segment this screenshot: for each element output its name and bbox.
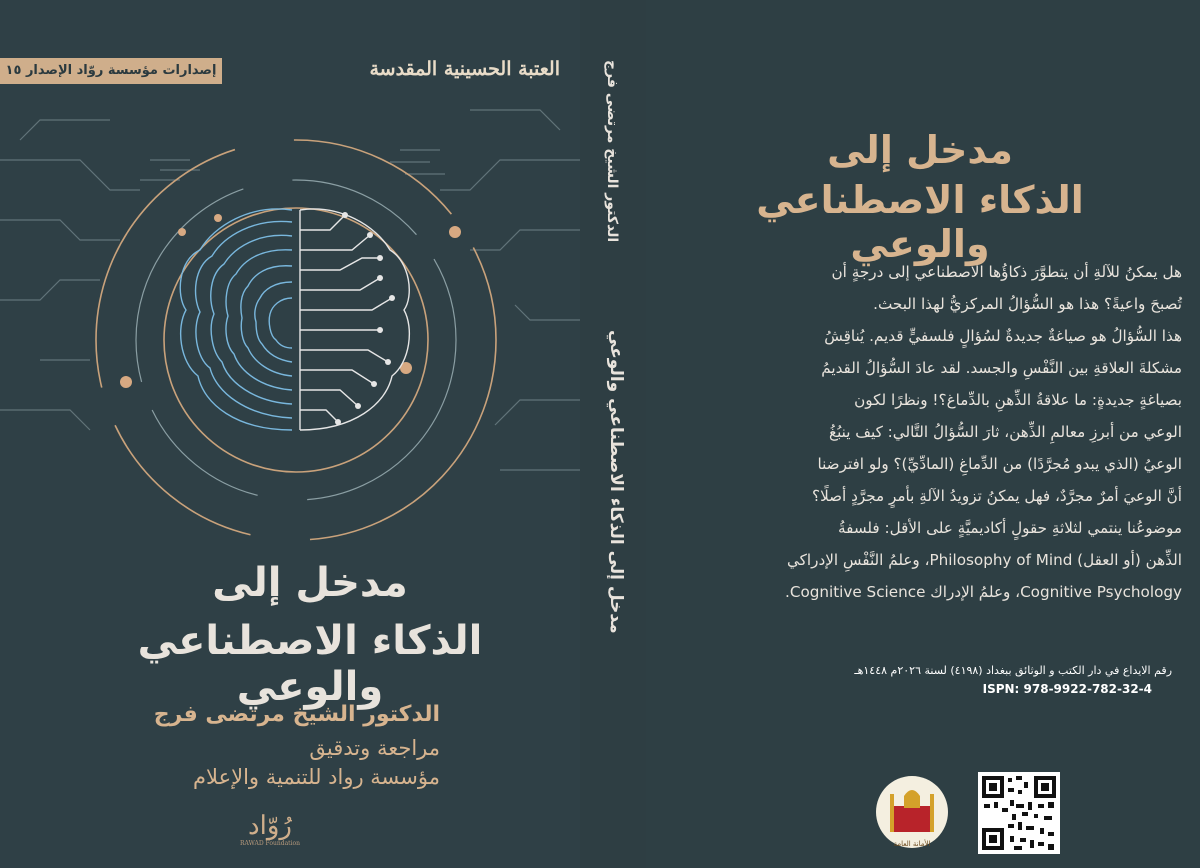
- blurb-line: بصياغةٍ جديدةٍ: ما علاقةُ الذِّهنِ بالدِّماغ؟! ونظرًا لكون: [854, 391, 1182, 409]
- front-title-line1: مدخل إلى: [212, 560, 408, 606]
- brain-right-circuits: [300, 209, 409, 430]
- blurb-line: الذِّهن (أو العقل) Philosophy of Mind، وعلمُ النَّفْسِ الإدراكي: [787, 551, 1182, 569]
- blurb-line: هل يمكنُ للآلةِ أن يتطوَّرَ ذكاؤُها الاصطناعي إلى درجةٍ أن: [831, 263, 1182, 281]
- series-label: إصدارات مؤسسة روّاد الإصدار ١٥: [0, 58, 222, 84]
- blurb-line: هذا السُّؤالُ هو صياغةٌ جديدةٌ لسُؤالٍ فلسفيٍّ قديم. يُناقِشُ: [824, 327, 1182, 345]
- shrine-emblem: [874, 766, 950, 858]
- book-spine: [580, 0, 646, 868]
- front-title-line2: الذكاء الاصطناعي والوعي: [137, 618, 483, 710]
- front-author: الدكتور الشيخ مرتضى فرج: [153, 702, 440, 727]
- isbn: ISPN: 978-9922-782-32-4: [982, 682, 1152, 696]
- front-publisher: مؤسسة رواد للتنمية والإعلام: [193, 765, 440, 789]
- gold-rings: [96, 140, 496, 540]
- blurb-line: الوعيُ (الذي يبدو مُجرَّدًا) من الدِّماغِ (المادِّيِّ)؟ ولو افترضنا: [817, 455, 1182, 473]
- front-cover: [0, 0, 580, 868]
- blurb-line: الوعي من أبرزِ معالمِ الذِّهن، ثارَ السُّؤالُ التَّالي: كيف ينبُغُ: [829, 423, 1182, 441]
- back-title-line2: الذكاء الاصطناعي والوعي: [756, 178, 1084, 266]
- legal-deposit: رقم الايداع في دار الكتب و الوثائق ببغداد (٤١٩٨) لسنة ٢٠٢٦م ١٤٤٨هـ: [854, 664, 1172, 677]
- publisher-logo-sub: RAWAD Foundation: [240, 840, 300, 847]
- blurb-line: تُصبحَ واعيةً؟ هذا هو السُّؤالُ المركزيُّ لهذا البحث.: [873, 295, 1182, 313]
- blurb-line: أنَّ الوعيَ أمرٌ مجرَّدٌ، فهل يمكنُ تزويدُ الآلةِ بأمرٍ مجرَّدٍ أصلًا؟: [812, 487, 1182, 505]
- back-title-line1: مدخل إلى: [827, 128, 1013, 172]
- publisher-logo-mark: رُوّاد: [248, 811, 292, 841]
- spine-title: مدخل إلى الذكاء الاصطناعي والوعي: [606, 330, 626, 634]
- blurb-line: مشكلةَ العلاقةِ بين النَّفْسِ والجسد. لقد عادَ السُّؤالُ القديمُ: [821, 359, 1182, 377]
- publisher-logo: [240, 812, 300, 858]
- emblem-label: الأمانة العامة: [893, 840, 931, 848]
- back-blurb: [764, 256, 1182, 608]
- circuit-lines: [0, 110, 580, 470]
- blurb-line: موضوعُنا ينتمي لثلاثةِ حقولٍ أكاديميَّةٍ على الأقل: فلسفةُ: [838, 519, 1182, 537]
- institution-logo: العتبة الحسينية المقدسة: [369, 58, 560, 80]
- qr-code[interactable]: [978, 772, 1060, 854]
- front-review-label: مراجعة وتدقيق: [309, 736, 440, 760]
- blurb-line: Cognitive Psychology، وعلمُ الإدراك Cognitive Science.: [785, 583, 1182, 601]
- brain-circuit-illustration: [0, 100, 580, 560]
- spine-author: الدكتور الشيخ مرتضى فرج: [604, 60, 620, 243]
- brain-left-contours: [180, 209, 292, 430]
